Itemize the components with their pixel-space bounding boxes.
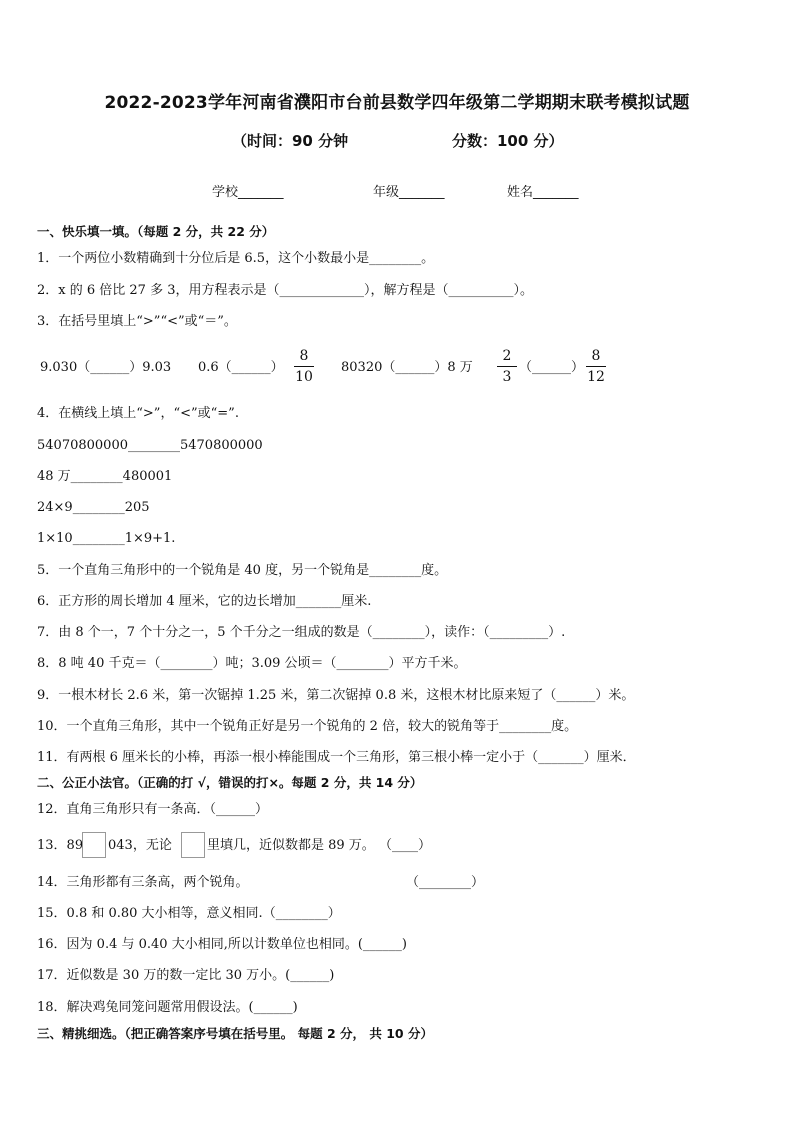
- question-4-item-3: 24×9________205: [37, 500, 150, 515]
- question-7: 7．由 8 个一，7 个十分之一，5 个千分之一组成的数是（________），读作：（_________）.: [37, 625, 566, 640]
- question-4: 4．在横线上填上“>”，“<”或“=”.: [37, 406, 239, 421]
- question-8: 8．8 吨 40 千克＝（________）吨；3.09 公顷＝（________）平方千米。: [37, 656, 467, 671]
- question-16: 16．因为 0.4 与 0.40 大小相同,所以计数单位也相同。(______): [37, 937, 407, 952]
- question-4-item-4: 1×10________1×9+1.: [37, 531, 176, 546]
- school-field[interactable]: 学校_______: [212, 185, 284, 200]
- question-13-part-c: 里填几，近似数都是 89 万。 （____）: [207, 838, 431, 853]
- exam-score: 分数：100 分）: [452, 132, 564, 150]
- exam-time: （时间：90 分钟: [232, 132, 349, 150]
- question-2: 2．x 的 6 倍比 27 多 3，用方程表示是（_____________），解方程是（__________）。: [37, 283, 533, 298]
- section-1-heading: 一、快乐填一填。（每题 2 分，共 22 分）: [37, 224, 275, 239]
- digit-box[interactable]: [82, 832, 106, 858]
- question-14: 14．三角形都有三条高，两个锐角。: [37, 875, 249, 890]
- compare-item-b: 0.6（______）: [198, 360, 284, 375]
- digit-box[interactable]: [181, 832, 205, 858]
- question-14-blank[interactable]: （________）: [406, 875, 485, 890]
- section-3-heading: 三、精挑细选。（把正确答案序号填在括号里。 每题 2 分， 共 10 分）: [37, 1026, 433, 1041]
- fraction-8-10: 8 10: [295, 348, 313, 385]
- question-15: 15．0.8 和 0.80 大小相等，意义相同.（________）: [37, 906, 341, 921]
- question-13-part-b: 043，无论: [108, 838, 172, 853]
- question-9: 9．一根木材长 2.6 米，第一次锯掉 1.25 米，第二次锯掉 0.8 米，这根木材比原来短了（______）米。: [37, 688, 635, 703]
- question-11: 11．有两根 6 厘米长的小棒，再添一根小棒能围成一个三角形，第三根小棒一定小于（_______）厘米．: [37, 750, 636, 765]
- question-1: 1．一个两位小数精确到十分位后是 6.5，这个小数最小是________。: [37, 251, 435, 266]
- question-18: 18．解决鸡兔同笼问题常用假设法。(______): [37, 1000, 298, 1015]
- question-12: 12．直角三角形只有一条高．（______）: [37, 802, 269, 817]
- name-field[interactable]: 姓名_______: [507, 185, 579, 200]
- question-5: 5．一个直角三角形中的一个锐角是 40 度，另一个锐角是________度。: [37, 563, 448, 578]
- question-6: 6．正方形的周长增加 4 厘米，它的边长增加_______厘米.: [37, 594, 372, 609]
- grade-field[interactable]: 年级_______: [373, 185, 445, 200]
- compare-item-d: （______）: [519, 360, 585, 375]
- compare-item-a: 9.030（______）9.03: [40, 360, 172, 375]
- question-4-item-1: 54070800000________5470800000: [37, 438, 263, 453]
- section-2-heading: 二、公正小法官。（正确的打 √，错误的打×。每题 2 分，共 14 分）: [37, 775, 423, 790]
- question-13-part-a: 13．89: [37, 838, 84, 853]
- question-17: 17．近似数是 30 万的数一定比 30 万小。(______): [37, 968, 335, 983]
- question-3: 3．在括号里填上“>”“<”或“＝”。: [37, 314, 237, 329]
- compare-item-c: 80320（______）8 万: [341, 360, 473, 375]
- question-10: 10．一个直角三角形，其中一个锐角正好是另一个锐角的 2 倍，较大的锐角等于________度。: [37, 719, 578, 734]
- page-title: 2022-2023学年河南省濮阳市台前县数学四年级第二学期期末联考模拟试题: [104, 93, 690, 113]
- fraction-2-3: 2 3: [497, 347, 517, 386]
- fraction-8-12: 8 12: [587, 348, 605, 385]
- question-4-item-2: 48 万________480001: [37, 469, 173, 484]
